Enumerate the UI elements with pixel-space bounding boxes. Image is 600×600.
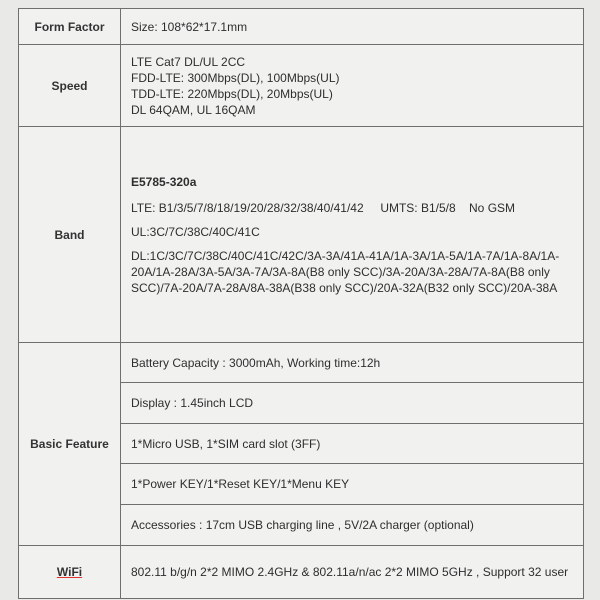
form-factor-label: Form Factor	[19, 9, 121, 45]
basic-feature-row	[19, 343, 584, 383]
band-dl: DL:1C/3C/7C/38C/40C/41C/42C/3A-3A/41A-41A/1A-3A/1A-5A/1A-7A/1A-8A/1A-20A/1A-28A/3A-5A/3A-7A/3A-8A(B8 only SCC)/3A-20A/3A-28A/7A-8A(B8 only SCC)/7A-20A/7A-28A/8A-38A(B38 only SCC)/20A-32A(B32 only SCC)/20A-38A	[131, 248, 560, 295]
form-factor-value: Size: 108*62*17.1mm	[121, 9, 584, 45]
band-lte-line	[131, 200, 583, 216]
basic-feature-item: 1*Power KEY/1*Reset KEY/1*Menu KEY	[121, 464, 584, 505]
basic-feature-label: Basic Feature	[19, 343, 121, 546]
basic-feature-item: 1*Micro USB, 1*SIM card slot (3FF)	[121, 424, 584, 464]
spec-table	[18, 8, 584, 599]
basic-feature-item: Battery Capacity : 3000mAh, Working time:12h	[121, 343, 584, 383]
wifi-row	[19, 546, 584, 599]
speed-line: DL 64QAM, UL 16QAM	[131, 102, 256, 117]
wifi-label-text: WiFi	[56, 565, 83, 579]
band-value	[121, 127, 584, 343]
band-label: Band	[19, 127, 121, 343]
band-umts: UMTS: B1/5/8	[380, 200, 456, 215]
speed-line: LTE Cat7 DL/UL 2CC	[131, 54, 246, 69]
basic-feature-item: Display : 1.45inch LCD	[121, 383, 584, 424]
band-gsm: No GSM	[469, 200, 516, 215]
speed-line: FDD-LTE: 300Mbps(DL), 100Mbps(UL)	[131, 70, 340, 85]
wifi-label	[19, 546, 121, 599]
band-row	[19, 127, 584, 343]
wifi-value: 802.11 b/g/n 2*2 MIMO 2.4GHz & 802.11a/n/ac 2*2 MIMO 5GHz , Support 32 user	[121, 546, 584, 599]
band-lte: LTE: B1/3/5/7/8/18/19/20/28/32/38/40/41/42	[131, 200, 364, 215]
basic-feature-item: Accessories : 17cm USB charging line , 5V/2A charger (optional)	[121, 505, 584, 546]
band-model: E5785-320a	[131, 174, 197, 189]
speed-value	[121, 45, 584, 127]
speed-label: Speed	[19, 45, 121, 127]
speed-line: TDD-LTE: 220Mbps(DL), 20Mbps(UL)	[131, 86, 333, 101]
speed-row	[19, 45, 584, 127]
band-ul: UL:3C/7C/38C/40C/41C	[131, 224, 260, 239]
form-factor-row	[19, 9, 584, 45]
